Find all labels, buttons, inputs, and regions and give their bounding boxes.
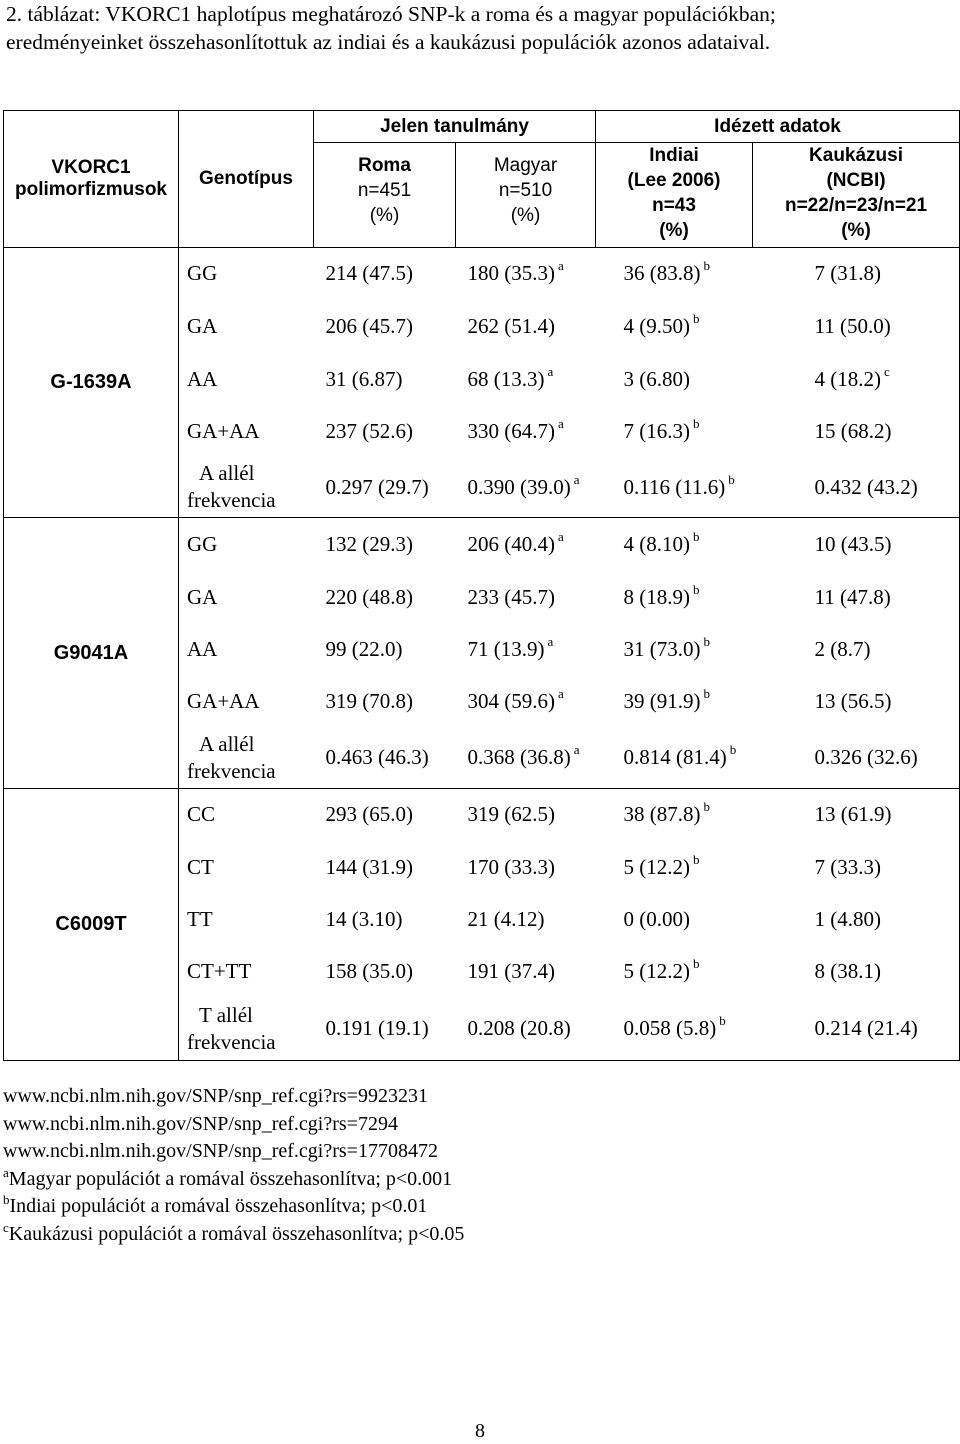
genotype-cell (179, 841, 314, 894)
significance-mark: b (703, 258, 711, 274)
significance-mark: a (558, 416, 564, 431)
genotype-label: A allél (199, 731, 255, 756)
footnote-mark: a (3, 1164, 9, 1180)
kauk-cell (753, 458, 960, 518)
indiai-cell (596, 946, 753, 998)
header-polymorphism-line1: VKORC1 (51, 157, 131, 178)
table-row (4, 789, 960, 841)
indiai-cell (596, 624, 753, 676)
header-indiai-unit: (%) (659, 220, 689, 241)
magyar-cell (456, 998, 596, 1061)
roma-cell (314, 789, 456, 841)
table-header (4, 111, 960, 248)
magyar-value: 304 (59.6) (467, 689, 555, 713)
significance-mark: a (573, 471, 580, 487)
polymorphism-name: C6009T (4, 789, 179, 1061)
magyar-cell (456, 518, 596, 571)
significance-mark: b (703, 686, 711, 701)
genotype-label: AA (187, 637, 218, 661)
table-body (4, 248, 960, 1061)
roma-cell (314, 998, 456, 1061)
magyar-value: 191 (37.4) (467, 959, 555, 983)
header-magyar-n: n=510 (498, 180, 553, 201)
polymorphism-name: G9041A (4, 518, 179, 789)
indiai-cell (596, 406, 753, 458)
indiai-value: 38 (87.8) (623, 802, 701, 827)
kauk-value: 0.214 (21.4) (814, 1016, 918, 1041)
indiai-value: 39 (91.9) (623, 689, 701, 713)
header-roma-name: Roma (358, 155, 411, 176)
genotype-cell (179, 458, 314, 518)
significance-mark: b (728, 471, 735, 487)
roma-cell (314, 841, 456, 894)
indiai-cell (596, 458, 753, 518)
genotype-table (3, 110, 960, 1061)
magyar-cell (456, 624, 596, 676)
significance-mark: b (719, 1013, 726, 1029)
roma-value: 0.191 (19.1) (325, 1016, 429, 1041)
magyar-cell (456, 894, 596, 946)
indiai-cell (596, 676, 753, 728)
header-kaukazusi-source: (NCBI) (826, 170, 886, 191)
kauk-cell (753, 571, 960, 624)
magyar-value: 170 (33.3) (467, 854, 555, 879)
genotype-label: GA+AA (187, 419, 260, 443)
roma-cell (314, 248, 456, 300)
caption-line-2: eredményeinket összehasonlítottuk az indiai és a kaukázusi populációk azonos adataival. (6, 30, 771, 54)
header-roma (314, 143, 456, 248)
genotype-cell (179, 676, 314, 728)
kauk-value: 13 (56.5) (814, 689, 892, 713)
significance-mark: c (884, 363, 890, 379)
genotype-label: CT (187, 854, 214, 879)
header-roma-n: n=451 (357, 180, 412, 201)
genotype-label: A allél (199, 461, 255, 486)
genotype-cell (179, 300, 314, 353)
indiai-value: 7 (16.3) (623, 419, 691, 443)
roma-cell (314, 571, 456, 624)
magyar-cell (456, 300, 596, 353)
header-indiai-source: (Lee 2006) (627, 170, 721, 191)
kauk-cell (753, 518, 960, 571)
roma-value: 206 (45.7) (325, 313, 413, 338)
magyar-cell (456, 406, 596, 458)
roma-value: 214 (47.5) (325, 261, 413, 286)
genotype-cell (179, 728, 314, 789)
magyar-cell (456, 458, 596, 518)
indiai-cell (596, 998, 753, 1061)
footnote-text: Kaukázusi populációt a romával összehasonlítva; p<0.05 (8, 1222, 465, 1245)
roma-value: 144 (31.9) (325, 854, 413, 879)
roma-value: 99 (22.0) (325, 637, 403, 661)
magyar-cell (456, 353, 596, 406)
roma-cell (314, 518, 456, 571)
genotype-label: GA+AA (187, 689, 260, 713)
kauk-cell (753, 353, 960, 406)
header-indiai-n: n=43 (652, 195, 696, 216)
header-cited-data: Idézett adatok (596, 111, 960, 143)
magyar-cell (456, 248, 596, 300)
kauk-value: 11 (50.0) (814, 313, 891, 338)
significance-mark: a (547, 363, 554, 379)
genotype-label-line2: frekvencia (187, 758, 276, 783)
kauk-cell (753, 248, 960, 300)
footnotes (3, 1083, 464, 1248)
kauk-value: 10 (43.5) (814, 531, 892, 556)
header-kaukazusi-unit: (%) (841, 220, 871, 241)
magyar-cell (456, 676, 596, 728)
table-row (4, 248, 960, 300)
genotype-label-line2: frekvencia (187, 1029, 276, 1054)
genotype-cell (179, 406, 314, 458)
indiai-cell (596, 728, 753, 789)
kauk-cell (753, 406, 960, 458)
magyar-value: 0.208 (20.8) (467, 1016, 571, 1041)
indiai-value: 0 (0.00) (623, 907, 691, 931)
table-caption (6, 0, 956, 56)
kauk-value: 4 (18.2) (814, 366, 882, 391)
genotype-cell (179, 894, 314, 946)
indiai-value: 5 (12.2) (623, 854, 691, 879)
header-kaukazusi (753, 143, 960, 248)
footnote-text: Magyar populációt a romával összehasonlítva; p<0.001 (8, 1167, 453, 1190)
significance-mark: a (547, 634, 554, 649)
polymorphism-name: G-1639A (4, 248, 179, 518)
roma-value: 220 (48.8) (325, 584, 413, 609)
kauk-value: 2 (8.7) (814, 637, 871, 661)
significance-mark: b (693, 528, 700, 544)
indiai-value: 0.116 (11.6) (623, 474, 726, 499)
magyar-value: 262 (51.4) (467, 313, 555, 338)
kauk-cell (753, 789, 960, 841)
indiai-cell (596, 300, 753, 353)
roma-value: 319 (70.8) (325, 689, 413, 713)
footnote-link: www.ncbi.nlm.nih.gov/SNP/snp_ref.cgi?rs=7294 (3, 1112, 398, 1135)
genotype-cell (179, 248, 314, 300)
magyar-cell (456, 789, 596, 841)
kauk-value: 0.432 (43.2) (814, 474, 918, 499)
header-kaukazusi-name: Kaukázusi (809, 145, 904, 166)
footnote-link: www.ncbi.nlm.nih.gov/SNP/snp_ref.cgi?rs=9923231 (3, 1085, 428, 1107)
kauk-cell (753, 894, 960, 946)
header-magyar-unit: (%) (510, 205, 541, 226)
significance-mark: b (703, 634, 711, 649)
genotype-label: AA (187, 366, 218, 391)
indiai-value: 4 (9.50) (623, 313, 691, 338)
magyar-value: 319 (62.5) (467, 802, 555, 827)
kauk-cell (753, 998, 960, 1061)
genotype-cell (179, 998, 314, 1061)
kauk-cell (753, 624, 960, 676)
header-indiai (596, 143, 753, 248)
magyar-value: 68 (13.3) (467, 366, 545, 391)
significance-mark: b (703, 799, 711, 815)
roma-value: 0.463 (46.3) (325, 745, 429, 770)
kauk-value: 11 (47.8) (814, 584, 891, 609)
genotype-label: GG (187, 261, 218, 286)
header-present-study: Jelen tanulmány (314, 111, 596, 143)
indiai-cell (596, 571, 753, 624)
significance-mark: b (693, 310, 700, 326)
kauk-value: 15 (68.2) (814, 419, 892, 443)
significance-mark: b (693, 416, 700, 431)
genotype-cell (179, 789, 314, 841)
kauk-value: 13 (61.9) (814, 802, 892, 827)
genotype-cell (179, 946, 314, 998)
footnote-note-b (3, 1193, 464, 1221)
indiai-value: 3 (6.80) (623, 366, 691, 391)
kauk-cell (753, 676, 960, 728)
footnote-mark: c (3, 1219, 9, 1235)
indiai-value: 31 (73.0) (623, 637, 701, 661)
significance-mark: a (558, 528, 564, 544)
indiai-value: 0.814 (81.4) (623, 745, 727, 770)
kauk-cell (753, 300, 960, 353)
roma-value: 132 (29.3) (325, 531, 413, 556)
kauk-cell (753, 728, 960, 789)
roma-cell (314, 946, 456, 998)
genotype-label-line2: frekvencia (187, 488, 276, 513)
significance-mark: a (558, 686, 564, 701)
footnote-note-a (3, 1166, 464, 1194)
genotype-label: GA (187, 584, 218, 609)
roma-cell (314, 728, 456, 789)
indiai-value: 4 (8.10) (623, 531, 691, 556)
magyar-value: 330 (64.7) (467, 419, 555, 443)
roma-cell (314, 894, 456, 946)
significance-mark: b (729, 742, 737, 758)
indiai-cell (596, 248, 753, 300)
indiai-cell (596, 841, 753, 894)
header-kaukazusi-n: n=22/n=23/n=21 (784, 195, 928, 216)
header-magyar-name: Magyar (493, 155, 558, 176)
kauk-value: 7 (31.8) (814, 261, 882, 286)
magyar-cell (456, 946, 596, 998)
magyar-cell (456, 571, 596, 624)
indiai-cell (596, 353, 753, 406)
magyar-value: 0.368 (36.8) (467, 745, 571, 770)
indiai-cell (596, 518, 753, 571)
header-roma-unit: (%) (369, 205, 400, 226)
roma-cell (314, 406, 456, 458)
genotype-label: GA (187, 313, 218, 338)
magyar-value: 21 (4.12) (467, 907, 545, 931)
magyar-cell (456, 728, 596, 789)
indiai-value: 8 (18.9) (623, 584, 691, 609)
significance-mark: b (693, 581, 700, 597)
page-number: 8 (475, 1420, 485, 1442)
roma-value: 31 (6.87) (325, 366, 403, 391)
roma-cell (314, 353, 456, 406)
genotype-cell (179, 518, 314, 571)
footnote-link: www.ncbi.nlm.nih.gov/SNP/snp_ref.cgi?rs=17708472 (3, 1140, 438, 1162)
footnote-note-c (3, 1221, 464, 1249)
genotype-label: CT+TT (187, 959, 252, 983)
roma-value: 0.297 (29.7) (325, 474, 429, 499)
kauk-cell (753, 946, 960, 998)
magyar-value: 180 (35.3) (467, 261, 555, 286)
roma-cell (314, 458, 456, 518)
genotype-cell (179, 353, 314, 406)
header-polymorphism (4, 111, 179, 248)
indiai-value: 0.058 (5.8) (623, 1016, 717, 1041)
indiai-value: 5 (12.2) (623, 959, 691, 983)
significance-mark: a (573, 742, 580, 758)
roma-cell (314, 300, 456, 353)
significance-mark: b (693, 956, 700, 971)
magyar-cell (456, 841, 596, 894)
genotype-cell (179, 624, 314, 676)
roma-value: 158 (35.0) (325, 959, 413, 983)
kauk-value: 7 (33.3) (814, 854, 882, 879)
header-polymorphism-line2: polimorfizmusok (14, 179, 167, 200)
footnote-mark: b (3, 1192, 10, 1207)
kauk-value: 1 (4.80) (814, 907, 882, 931)
genotype-label: GG (187, 531, 218, 556)
roma-cell (314, 624, 456, 676)
header-indiai-name: Indiai (649, 145, 699, 166)
significance-mark: b (693, 851, 700, 867)
header-genotype: Genotípus (179, 111, 314, 248)
roma-cell (314, 676, 456, 728)
caption-line-1: 2. táblázat: VKORC1 haplotípus meghatározó SNP-k a roma és a magyar populációkban; (6, 2, 776, 26)
roma-value: 293 (65.0) (325, 802, 413, 827)
indiai-value: 36 (83.8) (623, 261, 701, 286)
magyar-value: 233 (45.7) (467, 584, 555, 609)
indiai-cell (596, 894, 753, 946)
footnote-text: Indiai populációt a romával összehasonlítva; p<0.01 (9, 1195, 428, 1217)
genotype-cell (179, 571, 314, 624)
roma-value: 14 (3.10) (325, 907, 403, 931)
table-row (4, 518, 960, 571)
kauk-value: 0.326 (32.6) (814, 745, 918, 770)
kauk-value: 8 (38.1) (814, 959, 882, 983)
indiai-cell (596, 789, 753, 841)
magyar-value: 206 (40.4) (467, 531, 555, 556)
header-magyar (456, 143, 596, 248)
magyar-value: 0.390 (39.0) (467, 474, 571, 499)
kauk-cell (753, 841, 960, 894)
genotype-label: CC (187, 802, 216, 827)
genotype-label: TT (187, 907, 213, 931)
roma-value: 237 (52.6) (325, 419, 413, 443)
magyar-value: 71 (13.9) (467, 637, 545, 661)
genotype-label: T allél (199, 1002, 253, 1027)
significance-mark: a (558, 258, 564, 274)
